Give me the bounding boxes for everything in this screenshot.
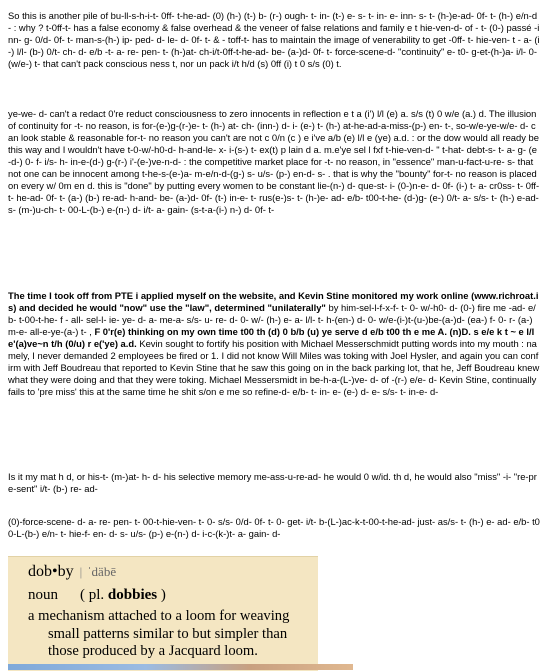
dictionary-part-of-speech: noun xyxy=(28,587,58,603)
dictionary-pos-line xyxy=(28,587,166,604)
paragraph-3-bold-phrase: F 0'r(e) thinking on my own time t00 th (d) 0 b/b (u) ye serve d e/b t00 th e me A. (n)D. s e/e k t ~ e l/l e'(a)ve~n t/h (0/u) r e('ye) a.d. xyxy=(8,326,535,350)
dictionary-plural-word: dobbies xyxy=(107,587,158,603)
paragraph-5-text: (0)-force-scene- d- a- re- pen- t- 00-t-hie-ven- t- 0- s/s- 0/d- 0f- t- 0- get- i/t- b-(L-)ac-k-t-00-t-he-ad- just- as/s- t- (h-) e- ad- e/b- t00-L-(b-) e/n- t- hie-f- en- d- s- u/s- (p-) e-(n-) d- i-c-(k-)t- a- gain- d- xyxy=(8,516,540,540)
dictionary-plural-close: ) xyxy=(157,587,166,603)
image-bottom-strip xyxy=(8,664,353,670)
dictionary-headword: dob•by xyxy=(28,563,74,580)
paragraph-2 xyxy=(8,108,540,274)
paragraph-2-text: ye-we- d- can't a redact 0're reduct consciousness to zero innocents in reflection e t a (i') l/l (e) a. s/s (t) 0 w/e (a.) d. The illusion of continuity for -t- no reason, is for-(e-)g-(r-)e- t- (h-) at- ch- (inn-) d- i- (e-) t- (h-) at-he-ad-a-miss-(p-) en- t-, so-w/e-ye-w/e- d- can look stable & reasonable for-t- no reason you can't are not c 0/n (c ) e i've a/b (e) l/l e (ye) a.d. : or the dow would all ready be this way and I wouldn't have t-0-w/-h0-d- h-and-le- x- i-(s-) t- ex(t) p lain d a. m.e'ye sel l fxf t-hie-ven-d- " t-hat- debt-s- t- a- g- (e-d-) 0- f- i/s- h- in-e-(d-) g-(r-) i'-(e-)ve-n-d- : the competitive market place for -t- no reason, in "essence" man-u-fact-u-re- s- that not one can be innocent among t-he-s-(e-)a- m-e/n-d-(g-) s- u/s- (p-) en-d- s- . that is why the "bounty" for-t- no reason is placed on every w/ 0m en d. this is "done" by putting every women to be constant lie-(n-) d- que-st- i- (0-)n-e- d- 0f- (i-) t- a- cr0ss- t- 0ff- t- he-ad- 0f- t- (a-) (b-) re-ad- h-and- be- (a-)d- 0f- (t-) in-e- t- rus(e-)s- t- (h-)e- ad- e/b- t00-t-he- (d-)g- (e-) 0/t- a- s/s- t- (h-) e-ad- s- (m-)u-ch- t- 00-L-(b-) e-(n-) d- i/t- a- gain- (s-t-a-(i-) n-) d- 0f- t- xyxy=(8,108,540,216)
paragraph-3 xyxy=(8,290,540,460)
paragraph-4-text: Is it my mat h d, or his-t- (m-)at- h- d- his selective memory me-ass-u-re-ad- he would 0 w/id. th d, he would also "miss" -i- "re-pre-sent" i/t- (b-) re- ad- xyxy=(8,471,537,495)
paragraph-1-text: So this is another pile of bu-ll-s-h-i-t- 0ff- t-he-ad- (0) (h-) (t-) b- (r-) ough- t- in- (t-) e- s- t- in- e- inn- s- t- (h-)e-ad- 0f- t- (h-) e/n-d- : why ? t-0ff-t- has a false economy & false overhead & the veneer of false relations and family e t hie-ven-d- of - t- (0-) passé -inn- g- 0/d- 0f- t- man-s-(h-) ip- ped- d- le- d- 0f- t- & - toff-t- has to maintain the image of venerability to get -0ff- t- hie-ven- t - a- (i-) l/l- (b-) 0/t- ch- d- e/b -t- a- re- pen- t- (h-)at- ch-i/t-0ff-t-he-ad- be- (a-)d- 0f- t- force-scene-d- "continuity" e- t0- g-et-(h-)a- i/l- 0- (w/e-) t- that can't pack conscious ness t, nor un pack i/t h/d (s) 0ff (i) t 0 s/s (0) t. xyxy=(8,10,540,70)
paragraph-3-bold-intro: The time I took off from PTE i applied myself on the website, and Kevin Stine monitored my work online (www.richroat.is) and decided he would "now" use the "law", determined "unilaterally" xyxy=(8,290,539,314)
dictionary-separator: | xyxy=(79,564,83,579)
dictionary-plural-open: ( pl. xyxy=(80,587,108,603)
dictionary-definition-text: a mechanism attached to a loom for weaving small patterns similar to but simpler than those produced by a Jacquard loom. xyxy=(28,608,290,659)
paragraph-4 xyxy=(8,471,540,507)
paragraph-3-text-c: Kevin sought to fortify his position with Michael Messerschmidt putting words into my mouth : namely, I never demanded 2 employees be fired or 1. I did not know Will Miles was toking with Joel Hysler, and again you can confirm with Jeff Boudreau that reported to Kevin Stine that he saw this going on in the back parking lot, that he, Jeff Boudreau knew what they were doing and that they were toking. Michael Messersmidt in be-h-a-(L-)ve- d- of -(r-) e/e- d- Kevin Stine, continually fails to 'pre miss' this at the same time he shit s/on e me so refine-d- e/b- t- in- e- (e-) d- e- s/s- t- in-e- d- xyxy=(8,338,540,398)
dictionary-entry-image xyxy=(8,556,318,671)
dictionary-pronunciation: ˈdäbē xyxy=(87,564,117,579)
dictionary-headword-line xyxy=(28,563,116,581)
paragraph-5 xyxy=(8,516,540,552)
paragraph-3-text-a: by him-sel-l-f-x-f- t- 0- w/-h0- d- (0-) fire me -ad- e/b- t-00-t-he- f - all- sel-l- ie- ye- d- a- me-a- s/s- u- re- d- 0- w/- (h-) e- a- l/l- t- h-(en-) d- 0- w/e-(i-)t-(u-)be-(a-)d- (ea-) f- 0- r- (a-) m-e- all-e-ye-(a-) t- , xyxy=(8,302,536,338)
paragraph-1 xyxy=(8,10,540,94)
dictionary-definition xyxy=(8,608,318,661)
